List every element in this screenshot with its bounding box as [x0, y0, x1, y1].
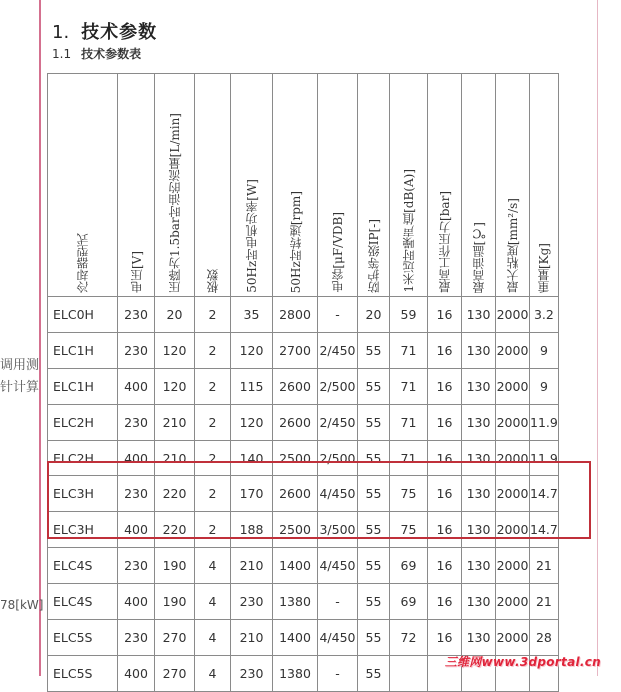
subsection-heading [52, 45, 141, 62]
table-cell: 71 [390, 332, 428, 368]
table-cell: 20 [358, 297, 390, 333]
header-cell: 电压[V] [118, 74, 155, 297]
table-cell: 2 [195, 476, 231, 512]
margin-note: 78[kW] [0, 598, 44, 612]
header-cell: 最高工作压力[bar] [428, 74, 462, 297]
table-row [48, 584, 559, 620]
table-cell: 2/450 [318, 332, 358, 368]
table-cell: 11.9 [530, 440, 559, 476]
model-cell: ELC5S [48, 620, 118, 656]
table-row [48, 476, 559, 512]
table-cell [390, 655, 428, 691]
table-cell: 59 [390, 297, 428, 333]
table-cell: 190 [155, 548, 195, 584]
table-cell: 71 [390, 440, 428, 476]
table-cell: 55 [358, 332, 390, 368]
table-cell: 210 [231, 548, 273, 584]
table-cell: 230 [118, 404, 155, 440]
table-cell: 120 [231, 404, 273, 440]
table-body [48, 297, 559, 692]
table-cell: 140 [231, 440, 273, 476]
table-cell: 4 [195, 548, 231, 584]
header-cell: 50Hz时转速[rpm] [273, 74, 318, 297]
table-cell: 230 [118, 548, 155, 584]
table-cell: 2/500 [318, 440, 358, 476]
table-cell: 130 [462, 297, 496, 333]
table-cell: 120 [231, 332, 273, 368]
table-cell: 130 [462, 368, 496, 404]
table-cell: 2000 [496, 404, 530, 440]
table-cell: 130 [462, 620, 496, 656]
table-cell: 2000 [496, 620, 530, 656]
table-cell: 3.2 [530, 297, 559, 333]
table-cell: 188 [231, 512, 273, 548]
table-cell: 2000 [496, 548, 530, 584]
table-cell: 4 [195, 620, 231, 656]
model-cell: ELC3H [48, 512, 118, 548]
table-cell: 4/450 [318, 620, 358, 656]
table-cell: 120 [155, 368, 195, 404]
table-cell: 130 [462, 476, 496, 512]
header-cell: 电容[μF/VDB] [318, 74, 358, 297]
table-cell: 55 [358, 548, 390, 584]
table-cell: 2000 [496, 332, 530, 368]
table-cell: 16 [428, 584, 462, 620]
table-cell: 170 [231, 476, 273, 512]
table-cell: 75 [390, 512, 428, 548]
model-cell: ELC1H [48, 368, 118, 404]
table-cell: 2 [195, 404, 231, 440]
model-cell: ELC5S [48, 655, 118, 691]
model-cell: ELC0H [48, 297, 118, 333]
table-cell: 16 [428, 332, 462, 368]
table-cell: 130 [462, 512, 496, 548]
model-cell: ELC2H [48, 404, 118, 440]
table-row [48, 620, 559, 656]
table-cell: 210 [231, 620, 273, 656]
page-edge-right [597, 0, 598, 676]
header-cell: 压降为1.5bar时油的流量[L/min] [155, 74, 195, 297]
table-cell: 55 [358, 584, 390, 620]
table-cell: 230 [118, 297, 155, 333]
table-cell: 400 [118, 584, 155, 620]
table-row [48, 297, 559, 333]
header-cell: 防护等级IP[-] [358, 74, 390, 297]
table-cell: 55 [358, 476, 390, 512]
margin-note: 调用测 [0, 358, 40, 373]
table-cell: 55 [358, 620, 390, 656]
table-cell: 16 [428, 404, 462, 440]
table-cell: 230 [118, 620, 155, 656]
table-cell: 270 [155, 620, 195, 656]
page-edge-left [39, 0, 41, 676]
table-cell: 3/500 [318, 512, 358, 548]
header-row [48, 74, 559, 297]
table-cell: 130 [462, 548, 496, 584]
table-cell: 21 [530, 548, 559, 584]
table-cell: 16 [428, 548, 462, 584]
table-cell: 2600 [273, 476, 318, 512]
table-cell: 400 [118, 368, 155, 404]
table-cell: 220 [155, 512, 195, 548]
table-cell: 14.7 [530, 512, 559, 548]
table-cell: 20 [155, 297, 195, 333]
table-cell: 9 [530, 332, 559, 368]
table-cell: 69 [390, 548, 428, 584]
table-row [48, 440, 559, 476]
table-cell: 230 [231, 655, 273, 691]
table-cell: 2600 [273, 368, 318, 404]
table-cell: 2/500 [318, 368, 358, 404]
section-title: 技术参数 [81, 22, 158, 43]
table-cell: 1380 [273, 584, 318, 620]
table-cell: 2800 [273, 297, 318, 333]
table-cell: - [318, 297, 358, 333]
table-cell: 55 [358, 512, 390, 548]
table-cell: 2000 [496, 476, 530, 512]
table-cell: 2/450 [318, 404, 358, 440]
table-cell: 4 [195, 584, 231, 620]
table-cell: 55 [358, 404, 390, 440]
table-row [48, 368, 559, 404]
header-cell: 最高油温[℃] [462, 74, 496, 297]
table-cell: 55 [358, 440, 390, 476]
model-cell: ELC4S [48, 584, 118, 620]
table-cell: 16 [428, 476, 462, 512]
subsection-number: 1.1 [52, 47, 72, 61]
table-cell: 35 [231, 297, 273, 333]
table-cell: 16 [428, 297, 462, 333]
table-cell: 130 [462, 584, 496, 620]
table-row [48, 548, 559, 584]
header-cell: 极数 [195, 74, 231, 297]
table-cell: 2000 [496, 584, 530, 620]
table-cell: 28 [530, 620, 559, 656]
technical-parameters-table [47, 73, 559, 692]
table-cell: 190 [155, 584, 195, 620]
table-cell: 220 [155, 476, 195, 512]
section-heading [52, 18, 157, 44]
table-cell: 130 [462, 404, 496, 440]
watermark: 三维网www.3dportal.cn [444, 655, 601, 669]
table-cell: 16 [428, 440, 462, 476]
table-cell: 2600 [273, 404, 318, 440]
table-cell: 21 [530, 584, 559, 620]
table-cell: 210 [155, 440, 195, 476]
table-cell: 2500 [273, 512, 318, 548]
table-cell: 72 [390, 620, 428, 656]
table-cell: 2000 [496, 368, 530, 404]
table-cell: 2500 [273, 440, 318, 476]
header-cell: 最大粘度[mm²/s] [496, 74, 530, 297]
subsection-title: 技术参数表 [81, 47, 142, 61]
model-cell: ELC4S [48, 548, 118, 584]
table-cell: 210 [155, 404, 195, 440]
table-cell: 4/450 [318, 548, 358, 584]
table-cell: 1400 [273, 548, 318, 584]
table-cell: 2000 [496, 440, 530, 476]
table-cell: 1400 [273, 620, 318, 656]
table-cell: 400 [118, 440, 155, 476]
model-cell: ELC1H [48, 332, 118, 368]
table-cell: 16 [428, 620, 462, 656]
header-cell: 冷却器型式 [48, 74, 118, 297]
margin-note: 针计算 [0, 380, 40, 395]
table-cell: 11.9 [530, 404, 559, 440]
table-cell: 75 [390, 476, 428, 512]
table-cell: 2000 [496, 512, 530, 548]
table-cell: 230 [118, 476, 155, 512]
table-cell: 400 [118, 655, 155, 691]
header-cell: 重量[Kg] [530, 74, 559, 297]
model-cell: ELC2H [48, 440, 118, 476]
table-cell: 130 [462, 440, 496, 476]
model-cell: ELC3H [48, 476, 118, 512]
table-cell: 2 [195, 368, 231, 404]
table-row [48, 404, 559, 440]
table-cell: 130 [462, 332, 496, 368]
table-cell: 120 [155, 332, 195, 368]
table-cell: 1380 [273, 655, 318, 691]
table-cell: 270 [155, 655, 195, 691]
table-cell: 71 [390, 368, 428, 404]
table-cell: 16 [428, 512, 462, 548]
table-cell: - [318, 584, 358, 620]
table-row [48, 512, 559, 548]
header-cell: 50Hz时电机功率[W] [231, 74, 273, 297]
table-cell: 55 [358, 368, 390, 404]
table-cell: 71 [390, 404, 428, 440]
table-cell: 230 [231, 584, 273, 620]
table-cell: 2000 [496, 297, 530, 333]
table-row [48, 332, 559, 368]
table-cell: 4 [195, 655, 231, 691]
table-cell: 4/450 [318, 476, 358, 512]
header-cell: 1米远时噪声值[dB(A)] [390, 74, 428, 297]
table-cell: 115 [231, 368, 273, 404]
table-cell: 2 [195, 297, 231, 333]
table-cell: 2 [195, 332, 231, 368]
table-cell: 2 [195, 440, 231, 476]
table-cell: 400 [118, 512, 155, 548]
table-cell: 2 [195, 512, 231, 548]
table-cell: 230 [118, 332, 155, 368]
section-number: 1. [52, 22, 70, 43]
table-cell: - [318, 655, 358, 691]
table-cell: 55 [358, 655, 390, 691]
table-cell: 14.7 [530, 476, 559, 512]
table-cell: 16 [428, 368, 462, 404]
table-cell: 9 [530, 368, 559, 404]
table-cell: 69 [390, 584, 428, 620]
table-cell: 2700 [273, 332, 318, 368]
